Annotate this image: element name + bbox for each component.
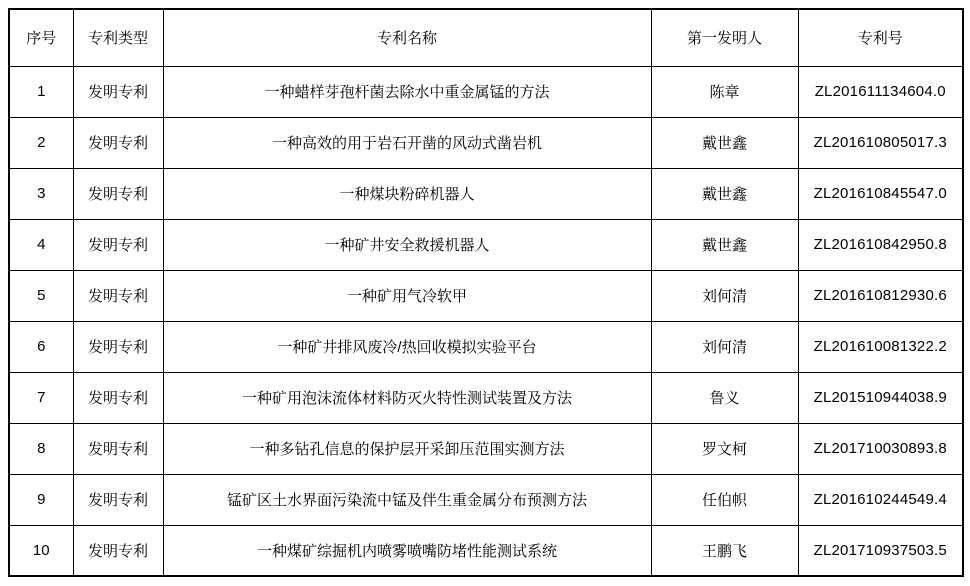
- table-header-row: [9, 9, 963, 66]
- cell-serial-number: 9: [9, 474, 73, 525]
- header-patent-number: 专利号: [798, 9, 963, 66]
- cell-patent-number: ZL201610244549.4: [798, 474, 963, 525]
- table-body: [9, 66, 963, 576]
- cell-first-inventor: 戴世鑫: [651, 168, 798, 219]
- cell-patent-type: 发明专利: [73, 219, 163, 270]
- cell-patent-type: 发明专利: [73, 321, 163, 372]
- header-patent-type: 专利类型: [73, 9, 163, 66]
- cell-first-inventor: 任伯帜: [651, 474, 798, 525]
- table-row: [9, 474, 963, 525]
- cell-first-inventor: 王鹏飞: [651, 525, 798, 576]
- cell-first-inventor: 刘何清: [651, 321, 798, 372]
- cell-serial-number: 8: [9, 423, 73, 474]
- cell-patent-type: 发明专利: [73, 66, 163, 117]
- cell-serial-number: 1: [9, 66, 73, 117]
- cell-patent-number: ZL201610812930.6: [798, 270, 963, 321]
- cell-serial-number: 7: [9, 372, 73, 423]
- cell-patent-name: 锰矿区土水界面污染流中锰及伴生重金属分布预测方法: [163, 474, 651, 525]
- table-row: [9, 372, 963, 423]
- cell-patent-number: ZL201710030893.8: [798, 423, 963, 474]
- cell-patent-number: ZL201610805017.3: [798, 117, 963, 168]
- cell-patent-name: 一种蜡样芽孢杆菌去除水中重金属锰的方法: [163, 66, 651, 117]
- cell-patent-type: 发明专利: [73, 270, 163, 321]
- cell-patent-name: 一种矿井安全救援机器人: [163, 219, 651, 270]
- cell-first-inventor: 戴世鑫: [651, 117, 798, 168]
- table-row: [9, 117, 963, 168]
- table-row: [9, 270, 963, 321]
- cell-patent-type: 发明专利: [73, 423, 163, 474]
- cell-serial-number: 3: [9, 168, 73, 219]
- table-row: [9, 66, 963, 117]
- cell-first-inventor: 罗文柯: [651, 423, 798, 474]
- cell-patent-name: 一种高效的用于岩石开凿的风动式凿岩机: [163, 117, 651, 168]
- header-patent-name: 专利名称: [163, 9, 651, 66]
- cell-serial-number: 10: [9, 525, 73, 576]
- cell-patent-number: ZL201610081322.2: [798, 321, 963, 372]
- header-first-inventor: 第一发明人: [651, 9, 798, 66]
- header-serial-number: 序号: [9, 9, 73, 66]
- cell-patent-number: ZL201710937503.5: [798, 525, 963, 576]
- cell-serial-number: 4: [9, 219, 73, 270]
- table-row: [9, 321, 963, 372]
- cell-patent-name: 一种矿用泡沫流体材料防灭火特性测试装置及方法: [163, 372, 651, 423]
- cell-patent-number: ZL201610845547.0: [798, 168, 963, 219]
- table-row: [9, 168, 963, 219]
- patent-table: [8, 8, 964, 577]
- cell-serial-number: 6: [9, 321, 73, 372]
- cell-patent-type: 发明专利: [73, 117, 163, 168]
- cell-patent-name: 一种煤块粉碎机器人: [163, 168, 651, 219]
- cell-first-inventor: 戴世鑫: [651, 219, 798, 270]
- cell-patent-number: ZL201611134604.0: [798, 66, 963, 117]
- cell-patent-type: 发明专利: [73, 168, 163, 219]
- cell-patent-number: ZL201510944038.9: [798, 372, 963, 423]
- cell-first-inventor: 刘何清: [651, 270, 798, 321]
- cell-patent-number: ZL201610842950.8: [798, 219, 963, 270]
- cell-serial-number: 2: [9, 117, 73, 168]
- cell-patent-name: 一种煤矿综掘机内喷雾喷嘴防堵性能测试系统: [163, 525, 651, 576]
- cell-patent-type: 发明专利: [73, 525, 163, 576]
- cell-patent-name: 一种矿用气冷软甲: [163, 270, 651, 321]
- cell-patent-name: 一种矿井排风废冷/热回收模拟实验平台: [163, 321, 651, 372]
- table-row: [9, 423, 963, 474]
- cell-first-inventor: 鲁义: [651, 372, 798, 423]
- cell-patent-type: 发明专利: [73, 474, 163, 525]
- table-row: [9, 525, 963, 576]
- cell-patent-type: 发明专利: [73, 372, 163, 423]
- cell-first-inventor: 陈章: [651, 66, 798, 117]
- table-row: [9, 219, 963, 270]
- cell-patent-name: 一种多钻孔信息的保护层开采卸压范围实测方法: [163, 423, 651, 474]
- cell-serial-number: 5: [9, 270, 73, 321]
